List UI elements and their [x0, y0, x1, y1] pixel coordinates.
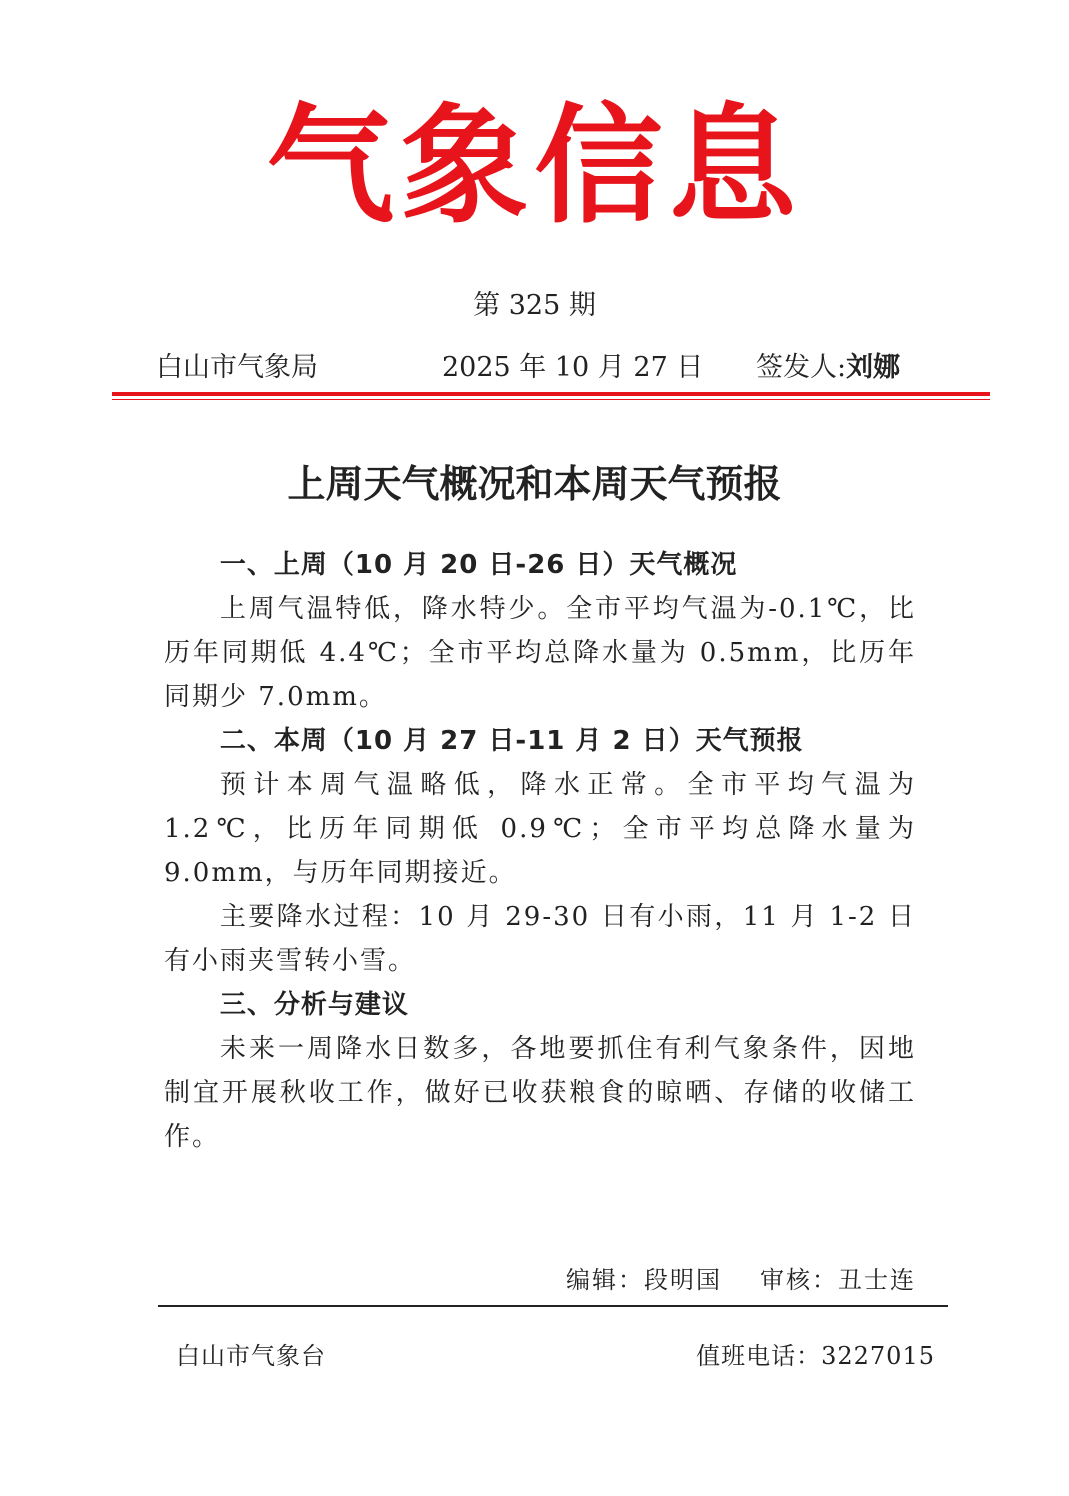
footer-divider — [158, 1305, 948, 1307]
editor: 编辑：段明国 — [566, 1266, 722, 1294]
signer-label: 签发人: — [756, 352, 847, 383]
header-divider — [112, 392, 990, 396]
header-divider-thin — [112, 399, 990, 400]
masthead-title: 气象信息 — [266, 92, 803, 241]
section-paragraph: 预计本周气温略低，降水正常。全市平均气温为 1.2℃，比历年同期低 0.9℃；全市平均总降水量为 9.0mm，与历年同期接近。 — [164, 770, 916, 888]
section-heading: 三、分析与建议 — [219, 990, 409, 1020]
issuing-org: 白山市气象局 — [156, 352, 318, 383]
footer-phone: 值班电话：3227015 — [696, 1342, 935, 1370]
reviewer: 审核：丑士连 — [760, 1266, 916, 1294]
section-paragraph: 未来一周降水日数多，各地要抓住有利气象条件，因地制宜开展秋收工作，做好已收获粮食的晾晒、存储的收储工作。 — [164, 1034, 916, 1152]
document-body — [164, 543, 916, 1159]
issue-date: 2025 年 10 月 27 日 — [442, 352, 704, 383]
signer-name: 刘娜 — [846, 352, 901, 383]
editors-line — [566, 1260, 916, 1300]
section-heading: 二、本周（10 月 27 日-11 月 2 日）天气预报 — [219, 726, 804, 756]
section-paragraph: 主要降水过程：10 月 29-30 日有小雨，11 月 1-2 日有小雨夹雪转小雪。 — [164, 902, 916, 976]
signer — [756, 348, 900, 388]
document-title: 上周天气概况和本周天气预报 — [287, 462, 782, 506]
section-paragraph: 上周气温特低，降水特少。全市平均气温为-0.1℃，比历年同期低 4.4℃；全市平均总降水量为 0.5mm，比历年同期少 7.0mm。 — [164, 594, 916, 712]
footer-station: 白山市气象台 — [176, 1342, 326, 1370]
issue-number: 第 325 期 — [473, 290, 596, 321]
section-heading: 一、上周（10 月 20 日-26 日）天气概况 — [219, 550, 738, 580]
